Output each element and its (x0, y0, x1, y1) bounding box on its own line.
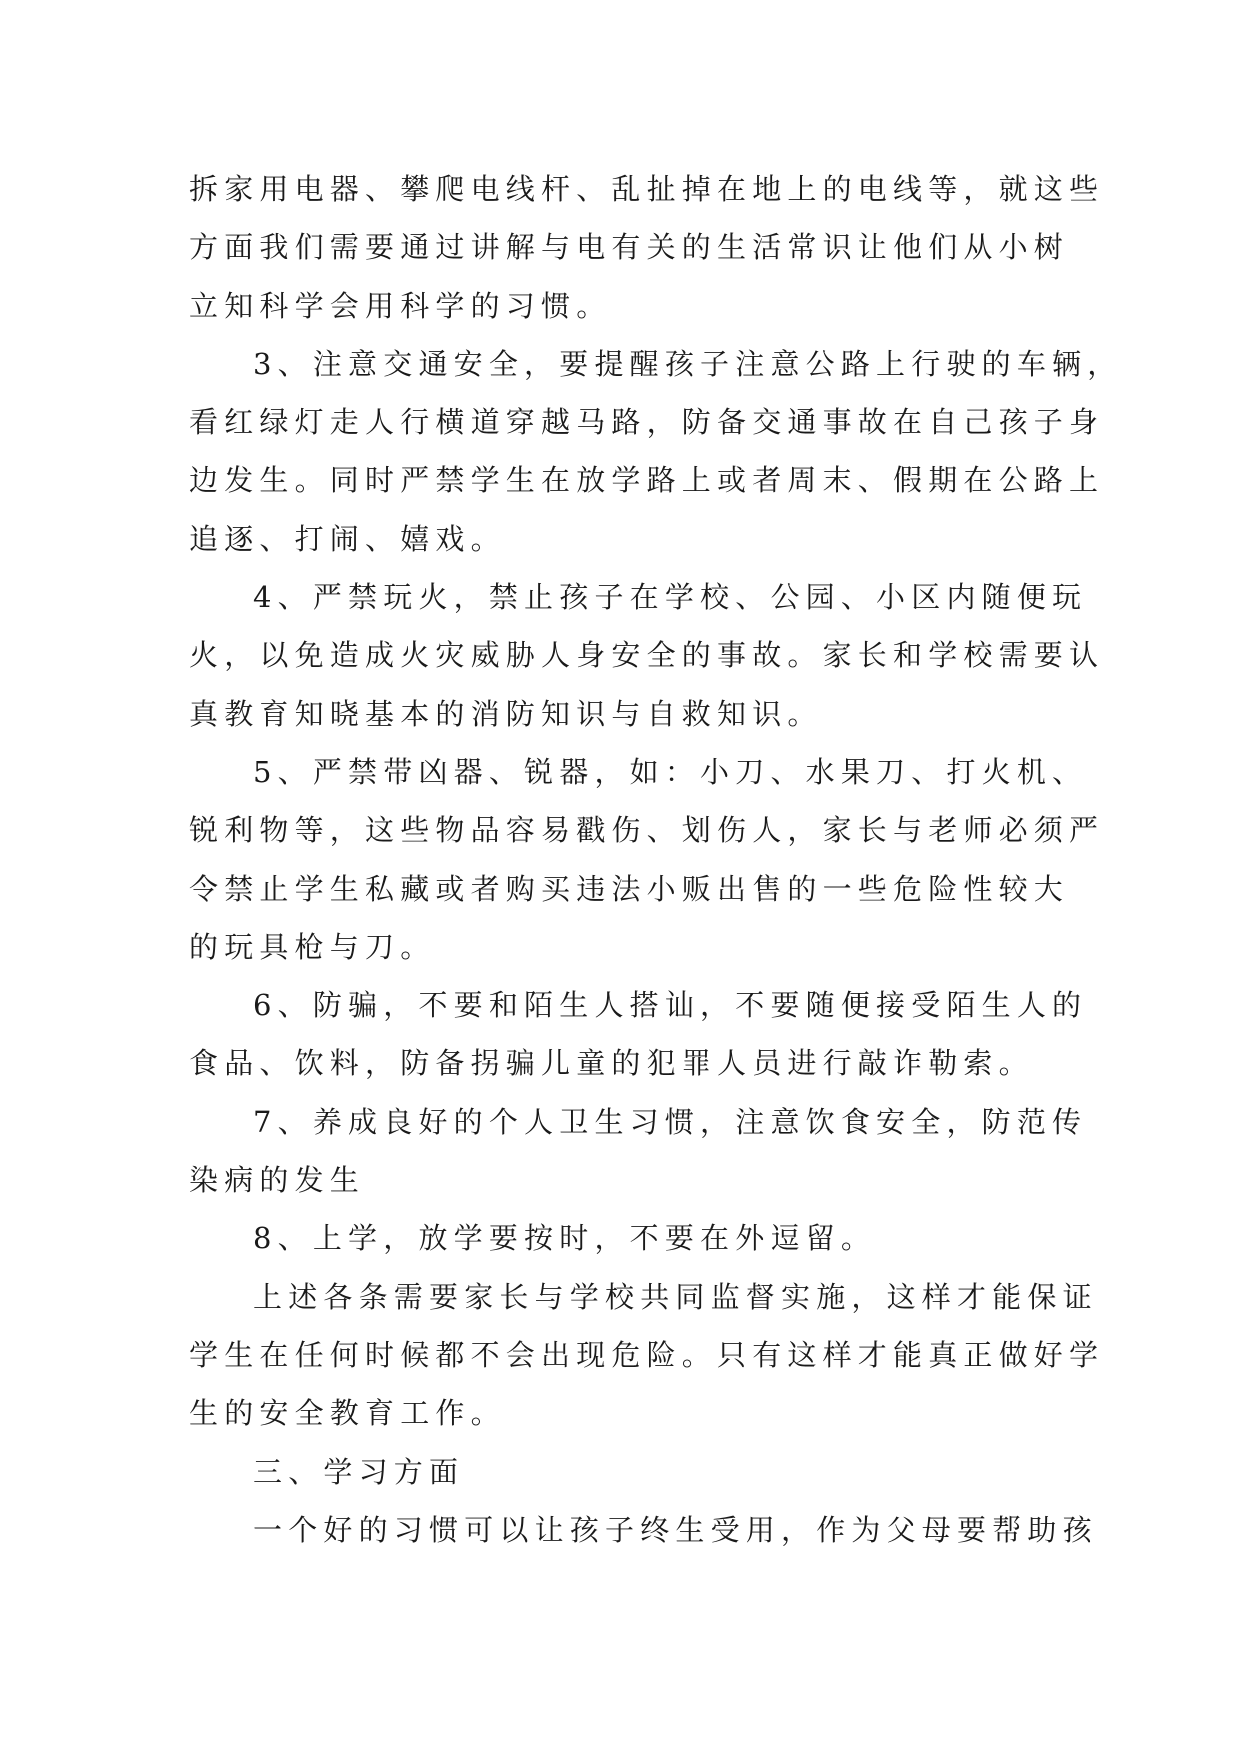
text-line: 令禁止学生私藏或者购买违法小贩出售的一些危险性较大 (189, 871, 1070, 906)
text-line: 5、严禁带凶器、锐器，如：小刀、水果刀、打火机、 (253, 754, 1088, 789)
text-line: 立知科学会用科学的习惯。 (189, 288, 612, 323)
text-line: 的玩具枪与刀。 (189, 929, 436, 964)
text-line: 上述各条需要家长与学校共同监督实施，这样才能保证 (253, 1279, 1098, 1314)
text-line: 食品、饮料，防备拐骗儿童的犯罪人员进行敲诈勒索。 (189, 1046, 1034, 1081)
text-line: 拆家用电器、攀爬电线杆、乱扯掉在地上的电线等，就这些 (189, 172, 1105, 206)
text-line: 7、养成良好的个人卫生习惯，注意饮食安全，防范传 (253, 1104, 1088, 1139)
text-line: 锐利物等，这些物品容易戳伤、划伤人，家长与老师必须严 (189, 813, 1105, 848)
document-body (189, 160, 1123, 1559)
text-line: 学生在任何时候都不会出现危险。只有这样才能真正做好学 (189, 1337, 1105, 1372)
text-line: 方面我们需要通过讲解与电有关的生活常识让他们从小树 (189, 230, 1070, 265)
text-line: 6、防骗，不要和陌生人搭讪，不要随便接受陌生人的 (253, 988, 1088, 1023)
text-line: 边发生。同时严禁学生在放学路上或者周末、假期在公路上 (189, 463, 1105, 498)
text-line: 染病的发生 (189, 1163, 366, 1198)
text-line: 生的安全教育工作。 (189, 1396, 506, 1431)
text-line: 真教育知晓基本的消防知识与自救知识。 (189, 696, 823, 731)
text-line: 8、上学，放学要按时，不要在外逗留。 (253, 1221, 877, 1256)
text-line: 一个好的习惯可以让孩子终生受用，作为父母要帮助孩 (253, 1512, 1098, 1547)
text-line: 追逐、打闹、嬉戏。 (189, 521, 506, 556)
section-heading: 三、学习方面 (253, 1454, 465, 1489)
text-line: 3、注意交通安全，要提醒孩子注意公路上行驶的车辆， (253, 346, 1123, 381)
text-line: 火，以免造成火灾威胁人身安全的事故。家长和学校需要认 (189, 638, 1105, 673)
text-line: 4、严禁玩火，禁止孩子在学校、公园、小区内随便玩 (253, 580, 1088, 615)
text-line: 看红绿灯走人行横道穿越马路，防备交通事故在自己孩子身 (189, 405, 1105, 440)
